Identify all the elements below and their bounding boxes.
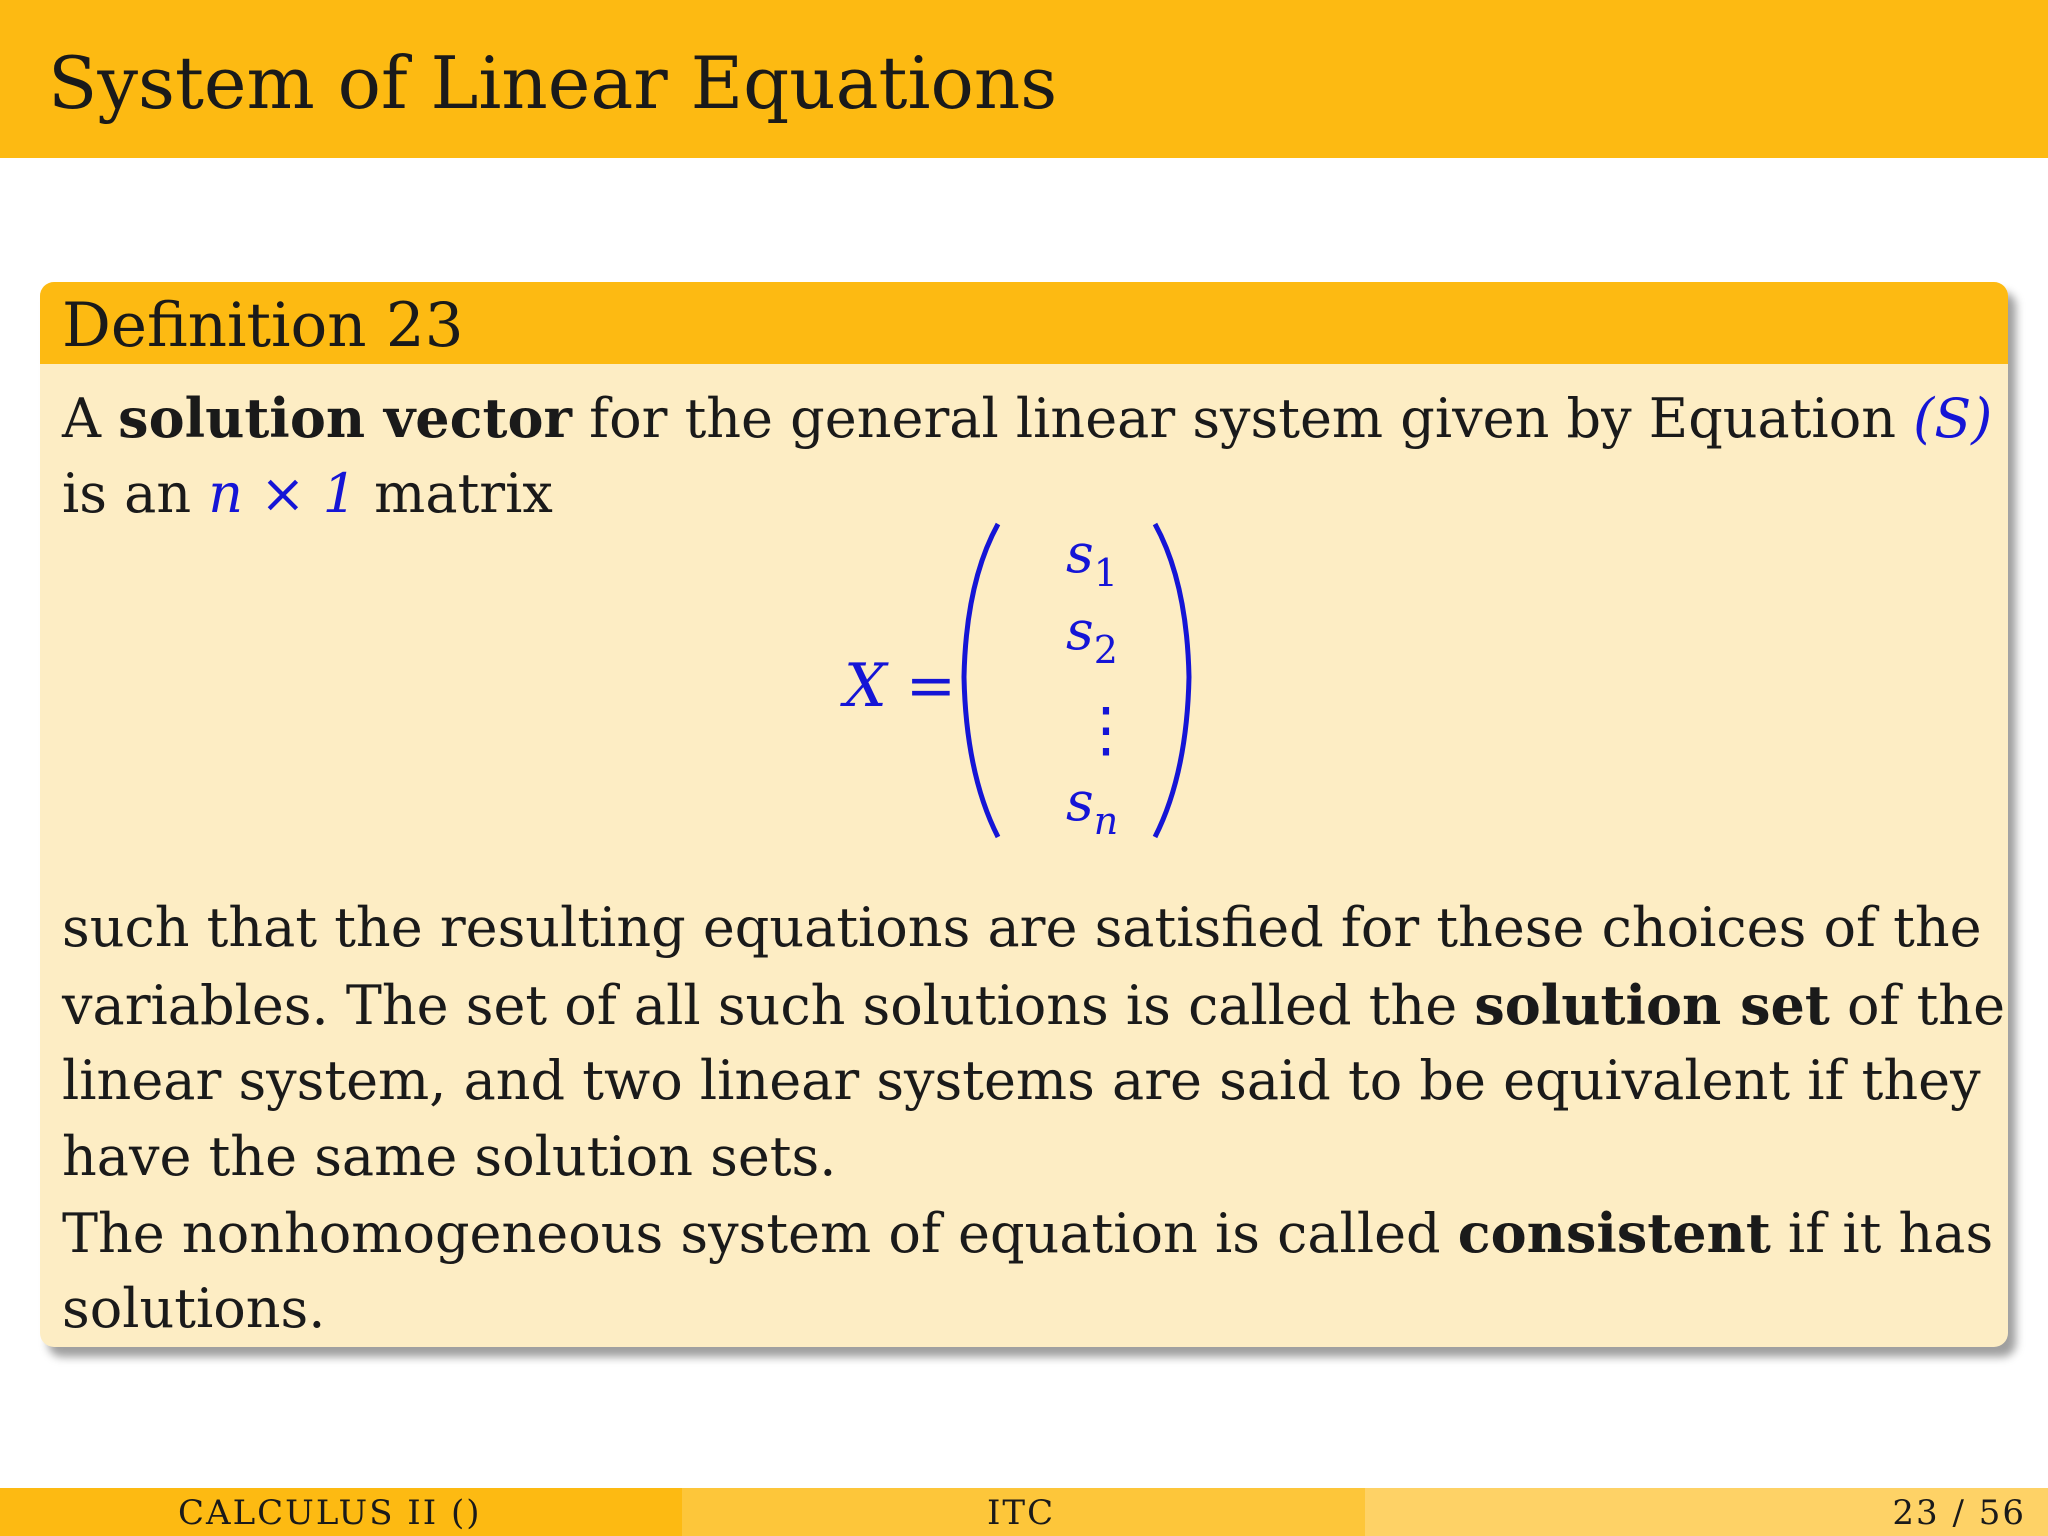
equation-lhs: X = bbox=[844, 651, 957, 721]
matrix-dimension-math: n × 1 bbox=[208, 462, 358, 525]
text-run: variables. The set of all such solutions is called the bbox=[62, 974, 1475, 1037]
left-parenthesis bbox=[964, 524, 998, 837]
footer-bar bbox=[0, 1488, 2048, 1536]
footer-institution: ITC bbox=[987, 1493, 1056, 1533]
equation-reference-link[interactable]: (S) bbox=[1913, 387, 1993, 450]
vector-entry-s2: $s_2$ bbox=[1066, 599, 1118, 672]
term-solution-set: solution set bbox=[1474, 973, 1830, 1037]
term-solution-vector: solution vector bbox=[118, 386, 572, 450]
frame-title-bar bbox=[0, 0, 2048, 158]
text-run: matrix bbox=[357, 462, 553, 525]
definition-line-5: linear system, and two linear systems are said to be equivalent if they bbox=[62, 1049, 1981, 1112]
definition-line-4 bbox=[62, 967, 2005, 1044]
definition-line-6: have the same solution sets. bbox=[62, 1125, 837, 1188]
frame-title: System of Linear Equations bbox=[48, 41, 1058, 125]
vector-vdots: ⋮ bbox=[1076, 695, 1136, 765]
text-run: for the general linear system given by Equation bbox=[571, 387, 1914, 450]
page-number: 23 / 56 bbox=[1892, 1493, 2026, 1533]
right-parenthesis bbox=[1155, 524, 1189, 837]
definition-line-3: such that the resulting equations are satisfied for these choices of the bbox=[62, 896, 1982, 959]
text-run: The nonhomogeneous system of equation is called bbox=[62, 1202, 1458, 1265]
text-run: A bbox=[62, 387, 119, 450]
vector-entry-s1: $s_1$ bbox=[1066, 522, 1118, 595]
text-run: of the bbox=[1829, 974, 2006, 1037]
term-consistent: consistent bbox=[1457, 1201, 1771, 1265]
text-run: if it has bbox=[1770, 1202, 1994, 1265]
definition-line-7 bbox=[62, 1195, 1993, 1272]
definition-line-8: solutions. bbox=[62, 1277, 326, 1340]
vector-entry-sn: $s_n$ bbox=[1066, 770, 1119, 843]
footer-center-segment bbox=[682, 1488, 1365, 1536]
footer-course: CALCULUS II () bbox=[178, 1493, 482, 1533]
footer-right-segment bbox=[1365, 1488, 2048, 1536]
definition-block bbox=[40, 282, 2008, 1347]
text-run: is an bbox=[62, 462, 209, 525]
definition-title: Definition 23 bbox=[62, 290, 464, 361]
footer-left-segment bbox=[0, 1488, 682, 1536]
